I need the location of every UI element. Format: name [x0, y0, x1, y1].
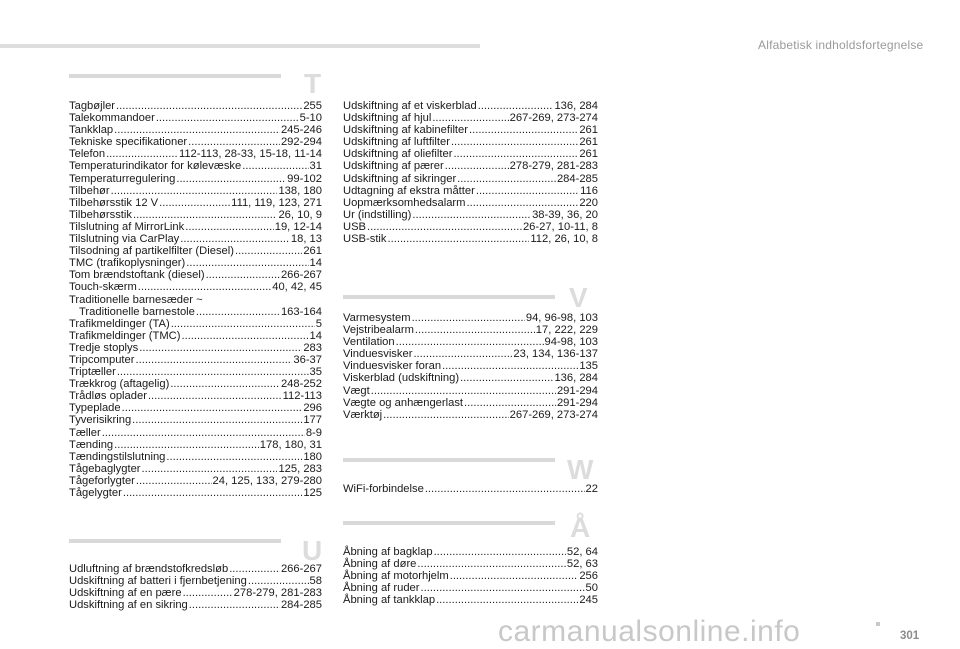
leader-dots	[417, 558, 566, 570]
index-term: Vinduesvisker foran	[343, 360, 442, 373]
index-pages: 58	[309, 575, 322, 588]
index-term: Trafikmeldinger (TMC)	[69, 329, 181, 342]
index-pages: 111, 119, 123, 271	[231, 196, 322, 209]
index-entry	[69, 366, 322, 378]
index-term: Viskerblad (udskiftning)	[343, 372, 460, 385]
index-entry	[343, 209, 598, 221]
index-pages: 40, 42, 45	[272, 281, 322, 294]
leader-dots	[466, 197, 578, 209]
index-term: Værktøj	[343, 408, 383, 421]
leader-dots	[442, 360, 578, 372]
leader-dots	[396, 336, 544, 348]
index-entry	[69, 245, 322, 257]
index-entry	[343, 173, 598, 185]
index-term: Vægt	[343, 384, 370, 397]
leader-dots	[180, 233, 290, 245]
index-term: Tågebaglygter	[69, 462, 141, 475]
leader-dots	[367, 221, 522, 233]
index-entry	[69, 124, 322, 136]
index-pages: 22	[585, 483, 598, 495]
index-term: Tilsodning af partikelfilter (Diesel)	[69, 245, 234, 258]
leader-dots	[451, 136, 578, 148]
index-pages: 31	[309, 160, 322, 173]
index-entry	[69, 475, 322, 487]
index-term: Tænding	[69, 438, 114, 451]
index-pages: 38-39, 36, 20	[532, 208, 598, 221]
index-entry	[343, 148, 598, 160]
leader-dots	[371, 385, 556, 397]
leader-dots	[478, 100, 554, 112]
section-aa-list	[343, 546, 598, 606]
index-term: Tekniske specifikationer	[69, 136, 188, 149]
leader-dots	[248, 575, 309, 587]
index-term: Telefon	[69, 148, 106, 161]
leader-dots	[123, 487, 302, 499]
index-pages: 14	[309, 257, 322, 270]
index-term: Traditionelle barnestole	[79, 305, 195, 318]
index-pages: 36-37	[293, 353, 322, 366]
index-pages: 163-164	[280, 305, 322, 318]
leader-dots	[139, 342, 302, 354]
index-entry	[69, 185, 322, 197]
index-term: Udskiftning af pærer	[343, 160, 444, 173]
index-pages: 26, 10, 9	[278, 208, 322, 221]
index-pages: 261	[303, 245, 322, 258]
section-letter-u: U	[302, 535, 323, 566]
leader-dots	[206, 269, 280, 281]
index-entry	[69, 463, 322, 475]
index-pages: 35	[309, 366, 322, 379]
index-entry	[343, 483, 598, 495]
index-entry	[69, 173, 322, 185]
index-pages: 178, 180, 31	[259, 438, 322, 451]
leader-dots	[476, 185, 579, 197]
leader-dots	[464, 397, 556, 409]
index-pages: 291-294	[556, 384, 598, 397]
leader-dots	[457, 173, 556, 185]
index-pages: 278-279, 281-283	[233, 587, 322, 600]
index-term: Vinduesvisker	[343, 348, 413, 361]
section-letter-aa: Å	[570, 512, 591, 543]
index-entry	[69, 599, 322, 611]
leader-dots	[138, 281, 271, 293]
index-term: Trafikmeldinger (TA)	[69, 317, 170, 330]
section-t-list	[69, 100, 322, 499]
index-term: Vejstribealarm	[343, 324, 414, 337]
index-term: Udskiftning af sikringer	[343, 172, 457, 185]
index-pages: 261	[579, 148, 598, 161]
section-letter-w: W	[567, 454, 594, 485]
index-entry	[69, 587, 322, 599]
leader-dots	[425, 483, 585, 495]
index-entry	[343, 160, 598, 172]
leader-dots	[188, 136, 280, 148]
leader-dots	[229, 563, 280, 575]
leader-dots	[436, 594, 578, 606]
index-entry	[69, 197, 322, 209]
leader-dots	[434, 546, 566, 558]
index-pages: 296	[303, 402, 322, 415]
index-entry	[343, 348, 598, 360]
index-term: Ventilation	[343, 336, 395, 349]
index-term: Udskiftning af oliefilter	[343, 148, 453, 161]
index-pages: 112-113	[282, 390, 322, 403]
index-pages: 94-98, 103	[544, 336, 598, 349]
index-entry	[343, 100, 598, 112]
index-term: Talekommandoer	[69, 112, 155, 125]
index-term: Åbning af bagklap	[343, 546, 433, 558]
index-pages: 283	[303, 341, 322, 354]
page-number: 301	[900, 630, 920, 642]
index-entry	[69, 427, 322, 439]
index-entry	[343, 324, 598, 336]
index-term: Tæller	[69, 426, 101, 439]
leader-dots	[183, 587, 233, 599]
leader-dots	[412, 312, 525, 324]
section-w-list	[343, 483, 598, 495]
section-v-list	[343, 312, 598, 421]
index-entry	[69, 257, 322, 269]
index-pages: 24, 125, 133, 279-280	[212, 474, 322, 487]
index-entry	[69, 451, 322, 463]
leader-dots	[116, 100, 302, 112]
leader-dots	[156, 112, 299, 124]
index-pages: 26-27, 10-11, 8	[522, 220, 598, 233]
index-pages: 284-285	[280, 599, 322, 612]
index-pages: 284-285	[556, 172, 598, 185]
section-letter-v: V	[569, 282, 588, 313]
index-entry	[69, 390, 322, 402]
index-term: Varmesystem	[343, 312, 411, 324]
index-entry	[69, 160, 322, 172]
index-pages: 136, 284	[554, 372, 598, 385]
index-pages: 266-267	[280, 269, 322, 282]
index-pages: 136, 284	[554, 100, 598, 112]
index-entry	[69, 100, 322, 112]
page-marker	[876, 622, 880, 626]
leader-dots	[235, 245, 302, 257]
leader-dots	[166, 451, 302, 463]
index-term: Udskiftning af et viskerblad	[343, 100, 477, 112]
index-entry	[69, 233, 322, 245]
leader-dots	[388, 233, 530, 245]
index-pages: 14	[309, 329, 322, 342]
index-pages: 17, 222, 229	[535, 324, 598, 337]
index-entry	[69, 112, 322, 124]
section-rule-t	[69, 74, 281, 78]
index-term: Åbning af motorhjelm	[343, 570, 449, 583]
index-pages: 180	[303, 450, 322, 463]
leader-dots	[412, 209, 531, 221]
index-entry	[69, 306, 322, 318]
index-pages: 8-9	[305, 426, 322, 439]
leader-dots	[445, 160, 509, 172]
index-term: Udluftning af brændstofkredsløb	[69, 563, 229, 575]
index-term: Tredje stoplys	[69, 341, 139, 354]
index-entry	[343, 221, 598, 233]
leader-dots	[450, 570, 579, 582]
section-letter-t: T	[304, 68, 322, 99]
index-entry	[69, 439, 322, 451]
index-pages: 261	[579, 124, 598, 137]
index-pages: 248-252	[280, 378, 322, 391]
index-pages: 52, 63	[566, 558, 598, 571]
leader-dots	[181, 330, 308, 342]
index-pages: 112, 26, 10, 8	[530, 233, 598, 246]
index-term: TMC (trafikoplysninger)	[69, 257, 186, 270]
index-term: Trækkrog (aftagelig)	[69, 378, 170, 391]
index-entry	[69, 487, 322, 499]
index-entry	[69, 414, 322, 426]
leader-dots	[453, 148, 578, 160]
index-term: Ur (indstilling)	[343, 208, 412, 221]
leader-dots	[176, 173, 286, 185]
index-term: Tilbehørsstik 12 V	[69, 196, 159, 209]
leader-dots	[413, 348, 512, 360]
leader-dots	[460, 372, 553, 384]
index-entry	[343, 570, 598, 582]
index-term: Uopmærksomhedsalarm	[343, 196, 466, 209]
index-entry	[69, 378, 322, 390]
index-entry	[343, 112, 598, 124]
index-term: Temperaturindikator for kølevæske	[69, 160, 242, 173]
leader-dots	[196, 306, 280, 318]
index-term: Typeplade	[69, 402, 121, 415]
index-entry	[343, 594, 598, 606]
index-term: Tankklap	[69, 124, 114, 137]
index-entry	[343, 124, 598, 136]
leader-dots	[421, 582, 585, 594]
index-entry	[343, 582, 598, 594]
index-entry	[69, 294, 322, 306]
index-term: Udskiftning af luftfilter	[343, 136, 450, 149]
index-term: Tågeforlygter	[69, 474, 135, 487]
index-term: Udskiftning af en pære	[69, 587, 182, 600]
index-entry	[69, 148, 322, 160]
leader-dots	[117, 366, 309, 378]
index-pages: 245	[579, 594, 598, 607]
leader-dots	[114, 124, 280, 136]
index-term: Trådløs oplader	[69, 390, 147, 403]
leader-dots	[142, 463, 278, 475]
index-pages: 220	[579, 196, 598, 209]
index-pages: 291-294	[556, 396, 598, 409]
index-pages: 50	[585, 582, 598, 595]
index-pages: 5	[315, 317, 322, 330]
index-pages: 112-113, 28-33, 15-18, 11-14	[178, 148, 322, 161]
index-term: WiFi-forbindelse	[343, 483, 424, 495]
section-u-list	[69, 563, 322, 611]
index-term: USB-stik	[343, 233, 387, 246]
index-pages: 52, 64	[566, 546, 598, 558]
leader-dots	[133, 209, 277, 221]
index-pages: 255	[303, 100, 322, 112]
index-pages: 99-102	[287, 172, 322, 185]
index-entry	[343, 185, 598, 197]
index-entry	[69, 269, 322, 281]
index-pages: 261	[579, 136, 598, 149]
index-pages: 125, 283	[278, 462, 322, 475]
index-pages: 138, 180	[278, 184, 322, 197]
leader-dots	[415, 324, 535, 336]
index-entry	[69, 330, 322, 342]
index-pages: 292-294	[280, 136, 322, 149]
index-pages: 116	[580, 184, 598, 197]
leader-dots	[159, 197, 230, 209]
index-entry	[69, 209, 322, 221]
index-entry	[343, 558, 598, 570]
index-pages: 23, 134, 136-137	[513, 348, 598, 361]
leader-dots	[383, 409, 509, 421]
index-entry	[69, 575, 322, 587]
index-entry	[69, 342, 322, 354]
leader-dots	[132, 414, 302, 426]
index-entry	[69, 318, 322, 330]
index-term: Udtagning af ekstra måtter	[343, 184, 475, 197]
index-term: Touch-skærm	[69, 281, 137, 294]
index-entry	[69, 563, 322, 575]
index-pages: 267-269, 273-274	[509, 408, 598, 421]
index-entry	[343, 546, 598, 558]
section-rule-w	[343, 458, 555, 462]
index-entry	[343, 385, 598, 397]
header-title: Alfabetisk indholdsfortegnelse	[758, 38, 924, 52]
index-term: Tilbehørsstik	[69, 208, 132, 221]
leader-dots	[136, 354, 293, 366]
index-term: Tågelygter	[69, 487, 122, 499]
leader-dots	[185, 221, 273, 233]
leader-dots	[122, 402, 303, 414]
leader-dots	[106, 148, 178, 160]
index-entry	[343, 197, 598, 209]
section-u-continued-list	[343, 100, 598, 245]
index-entry	[343, 233, 598, 245]
section-rule-u	[69, 539, 281, 543]
index-term: Udskiftning af kabinefilter	[343, 124, 468, 137]
index-term: Åbning af ruder	[343, 582, 420, 595]
index-term: Tilbehør	[69, 184, 110, 197]
index-term: Triptæller	[69, 366, 116, 379]
index-pages: 5-10	[299, 112, 322, 125]
watermark: carmanualsonline.info	[498, 615, 801, 648]
index-pages: 94, 96-98, 103	[525, 312, 598, 324]
index-term: Tyverisikring	[69, 414, 132, 427]
leader-dots	[111, 185, 278, 197]
leader-dots	[171, 318, 315, 330]
leader-dots	[136, 475, 212, 487]
index-term: Tilslutning via CarPlay	[69, 233, 180, 246]
index-term: Tripcomputer	[69, 353, 135, 366]
index-pages: 278-279, 281-283	[509, 160, 598, 173]
section-rule-aa	[343, 521, 555, 525]
index-entry	[343, 360, 598, 372]
index-pages: 266-267	[280, 563, 322, 575]
index-term: Tilslutning af MirrorLink	[69, 220, 185, 233]
index-entry	[69, 136, 322, 148]
leader-dots	[189, 599, 280, 611]
index-entry	[343, 136, 598, 148]
index-term: Udskiftning af batteri i fjernbetjening	[69, 575, 247, 588]
leader-dots	[170, 378, 280, 390]
leader-dots	[186, 257, 308, 269]
index-pages: 267-269, 273-274	[509, 112, 598, 125]
index-pages: 18, 13	[290, 233, 322, 246]
leader-dots	[148, 390, 282, 402]
index-entry	[343, 409, 598, 421]
index-entry	[69, 281, 322, 293]
index-term: Åbning af døre	[343, 558, 417, 571]
index-entry	[343, 312, 598, 324]
index-term: Tom brændstoftank (diesel)	[69, 269, 205, 282]
index-entry	[343, 372, 598, 384]
index-term: Tændingstilslutning	[69, 450, 166, 463]
index-pages: 19, 12-14	[274, 220, 322, 233]
section-rule-v	[343, 295, 555, 299]
index-term: USB	[343, 220, 367, 233]
index-entry	[343, 397, 598, 409]
leader-dots	[114, 439, 259, 451]
leader-dots	[102, 427, 305, 439]
index-term: Åbning af tankklap	[343, 594, 436, 607]
index-term: Udskiftning af en sikring	[69, 599, 188, 612]
leader-dots	[242, 160, 308, 172]
index-entry	[69, 354, 322, 366]
index-pages: 245-246	[280, 124, 322, 137]
leader-dots	[432, 112, 508, 124]
index-entry	[343, 336, 598, 348]
index-term: Temperaturregulering	[69, 172, 176, 185]
index-pages: 135	[579, 360, 598, 373]
header-rule	[0, 44, 480, 48]
index-term: Tagbøjler	[69, 100, 116, 112]
index-entry	[69, 221, 322, 233]
leader-dots	[469, 124, 578, 136]
index-term: Traditionelle barnesæder ~	[69, 293, 203, 306]
index-pages: 125	[303, 487, 322, 499]
index-pages: 256	[579, 570, 598, 583]
index-pages: 177	[303, 414, 322, 427]
index-term: Udskiftning af hjul	[343, 112, 432, 125]
index-entry	[69, 402, 322, 414]
index-term: Vægte og anhængerlast	[343, 396, 464, 409]
